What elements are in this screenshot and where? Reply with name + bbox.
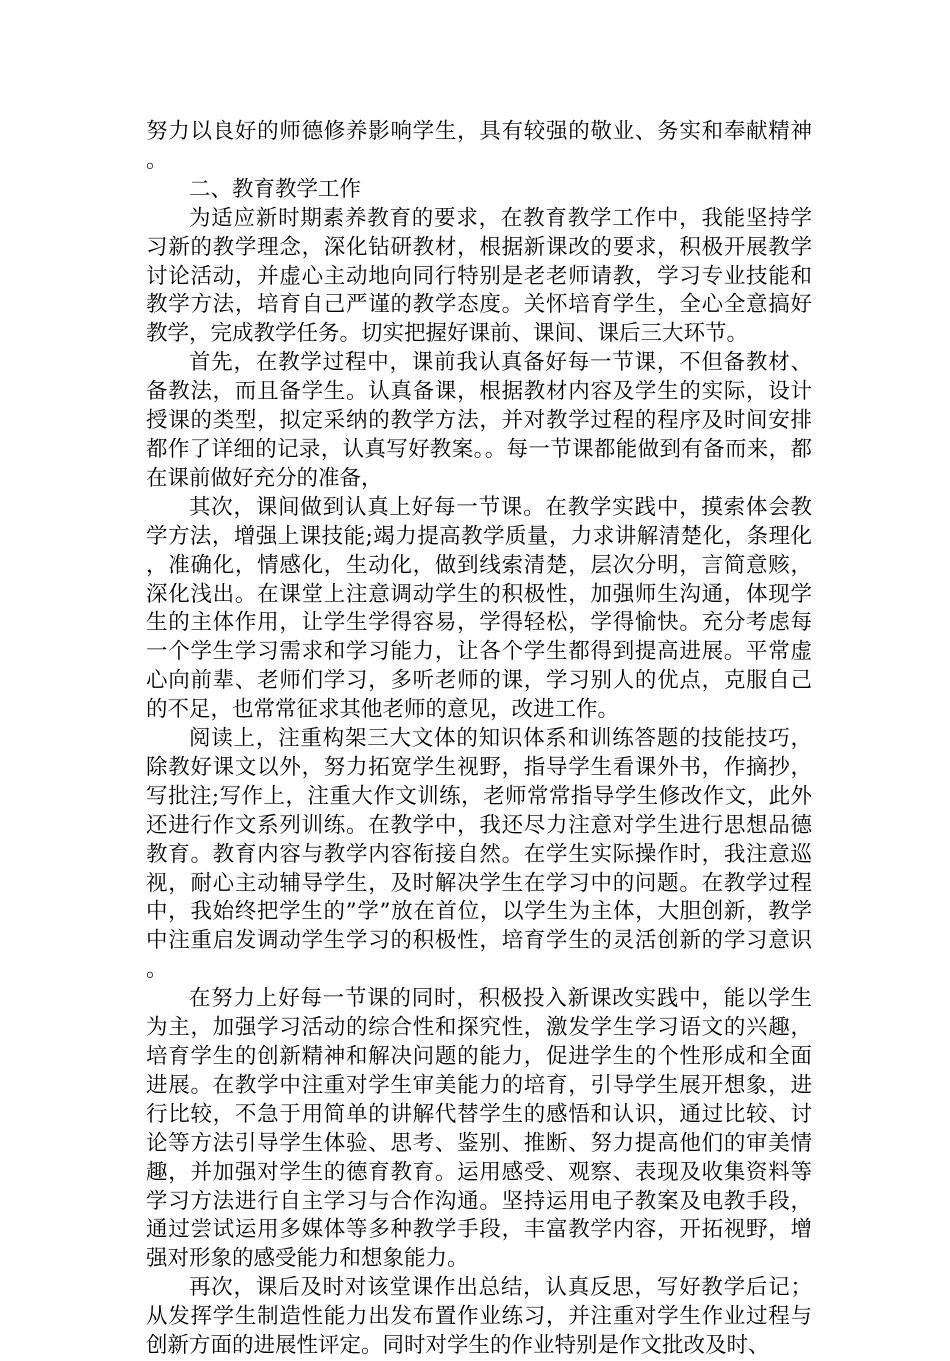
section-heading: 二、教育教学工作: [189, 176, 362, 202]
paragraph-3: 首先，在教学过程中，课前我认真备好每一节课，不但备教材、备教法，而且备学生。认真备课，根据教材内容及学生的实际，设计授课的类型，拟定采纳的教学方法，并对教学过程的程序及时间安排都作了详细的记录，认真写好教案。。每一节课都能做到有备而来，都在课前做好充分的准备，: [146, 350, 812, 491]
paragraph-7: 再次，课后及时对该堂课作出总结，认真反思，写好教学后记；从发挥学生制造性能力出发布置作业练习，并注重对学生作业过程与创新方面的进展性评定。同时对学生的作业特别是作文批改及时、: [146, 1275, 812, 1359]
paragraph-4: 其次，课间做到认真上好每一节课。在教学实践中，摸索体会教学方法，增强上课技能;竭力提高教学质量，力求讲解清楚化，条理化，准确化，情感化，生动化，做到线索清楚，层次分明，言简意赅，深化浅出。在课堂上注意调动学生的积极性，加强师生沟通，体现学生的主体作用，让学生学得容易，学得轻松，学得愉快。充分考虑每一个学生学习需求和学习能力，让各个学生都得到提高进展。平常虚心向前辈、老师们学习，多听老师的课，学习别人的优点，克服自己的不足，也常常征求其他老师的意见，改进工作。: [146, 494, 812, 723]
paragraph-6: 在努力上好每一节课的同时，积极投入新课改实践中，能以学生为主，加强学习活动的综合性和探究性，激发学生学习语文的兴趣，培育学生的创新精神和解决问题的能力，促进学生的个性形成和全面进展。在教学中注重对学生审美能力的培育，引导学生展开想象，进行比较，不急于用简单的讲解代替学生的感悟和认识，通过比较、讨论等方法引导学生体验、思考、鉴别、推断、努力提高他们的审美情趣，并加强对学生的德育教育。运用感受、观察、表现及收集资料等学习方法进行自主学习与合作沟通。坚持运用电子教案及电教手段，通过尝试运用多媒体等多种教学手段，丰富教学内容，开拓视野，增强对形象的感受能力和想象能力。: [146, 986, 812, 1272]
paragraph-5: 阅读上，注重构架三大文体的知识体系和训练答题的技能技巧，除教好课文以外，努力拓宽学生视野，指导学生看课外书，作摘抄，写批注;写作上，注重大作文训练，老师常常指导学生修改作文，此外还进行作文系列训练。在教学中，我还尽力注意对学生进行思想品德教育。教育内容与教学内容衔接自然。在学生实际操作时，我注意巡视，耐心主动辅导学生，及时解决学生在学习中的问题。在教学过程中，我始终把学生的”学”放在首位，以学生为主体，大胆创新，教学中注重启发调动学生学习的积极性，培育学生的灵活创新的学习意识。: [146, 726, 812, 983]
paragraph-2: 为适应新时期素养教育的要求，在教育教学工作中，我能坚持学习新的教学理念，深化钻研教材，根据新课改的要求，积极开展教学讨论活动，并虚心主动地向同行特别是老老师请教，学习专业技能和教学方法，培育自己严谨的教学态度。关怀培育学生，全心全意搞好教学，完成教学任务。切实把握好课前、课间、课后三大环节。: [146, 205, 812, 347]
document-page: [146, 118, 812, 1361]
paragraph-1: 努力以良好的师德修养影响学生，具有较强的敬业、务实和奉献精神。: [146, 119, 812, 173]
